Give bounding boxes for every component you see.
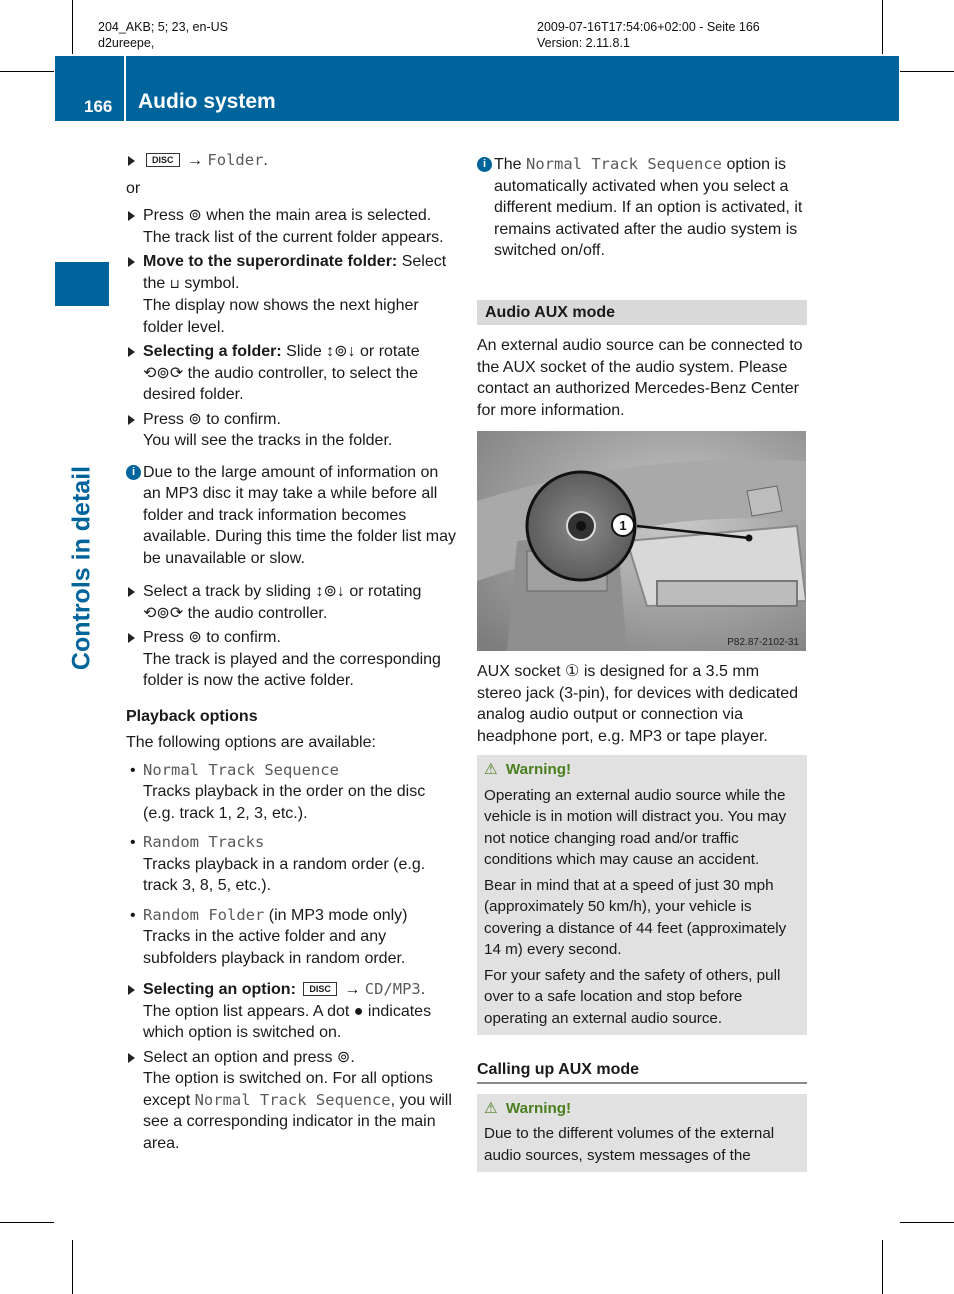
page-number: 166 [84, 97, 113, 116]
info-icon: i [126, 465, 141, 480]
calling-heading: Calling up AUX mode [477, 1059, 807, 1084]
step-text: Select the [143, 253, 447, 292]
disc-key: DISC [146, 153, 180, 167]
cd-mp3-value: CD/MP3 [364, 980, 421, 998]
folder-value: Folder [207, 151, 264, 169]
right-column [477, 150, 807, 1172]
image-code: P82.87-2102-31 [727, 637, 799, 648]
playback-heading: Playback options [126, 707, 258, 725]
info-text: Due to the large amount of information on an MP3 disc it may take a while before all folder and track information becomes available. During this time the folder list may be unavailable or slow. [143, 463, 457, 567]
option-name: Random Tracks [143, 833, 265, 851]
arrow: → [186, 152, 203, 169]
meta-line: Version: 2.11.8.1 [537, 36, 630, 50]
disc-key: DISC [303, 982, 337, 996]
note-text: , you will see a corresponding indicator in the main area. [143, 1091, 452, 1152]
step-bold: Selecting a folder: [143, 343, 282, 360]
print-meta-right [537, 19, 760, 51]
info-mono: Normal Track Sequence [526, 155, 722, 173]
info-icon: i [477, 157, 492, 172]
aux-socket-photo [477, 431, 806, 651]
crop-mark [882, 0, 883, 54]
warning-triangle-icon: ⚠ [484, 760, 498, 778]
step-press-main [126, 205, 460, 248]
warning-title: Warning! [505, 761, 572, 778]
callout-number: 1 [619, 518, 627, 533]
option-suffix: (in MP3 mode only) [268, 906, 408, 924]
note-mono: Normal Track Sequence [194, 1090, 391, 1109]
step-note: The display now shows the next higher folder level. [143, 297, 419, 336]
step-note: You will see the tracks in the folder. [143, 432, 393, 449]
crop-mark [72, 1240, 73, 1294]
step-disc-folder: DISC → Folder. [126, 150, 460, 172]
meta-line: 2009-07-16T17:54:06+02:00 - Seite 166 [537, 20, 760, 34]
meta-line: 204_AKB; 5; 23, en-US [98, 20, 228, 34]
step-note: The track is played and the corresponding folder is now the active folder. [143, 650, 441, 689]
option-desc: Tracks playback in a random order (e.g. track 3, 8, 5, etc.). [143, 855, 426, 894]
step-note [143, 1068, 460, 1154]
aux-socket-text: AUX socket ① is designed for a 3.5 mm stereo jack (3-pin), for devices with dedicated analog audio output or connection via headphone port, e.g. MP3 or tape player. [477, 663, 799, 745]
step-text: Select an option and press ⊚. [143, 1048, 355, 1066]
step-note: The track list of the current folder appears. [143, 228, 444, 246]
crop-mark [900, 1222, 954, 1223]
step-text: Press ⊚ to confirm. [143, 410, 281, 428]
warning-title-row [484, 1098, 800, 1120]
aux-intro: An external audio source can be connected to the AUX socket of the audio system. Please contact an authorized Mercedes-Benz Center for more information. [477, 337, 803, 419]
option-item [126, 832, 460, 897]
section-title: Audio system [138, 90, 276, 113]
crop-mark [900, 71, 954, 72]
step-press-confirm [126, 627, 460, 692]
step-bold: Move to the superordinate folder: [143, 253, 398, 270]
crop-mark [882, 1240, 883, 1294]
side-tab [55, 262, 109, 306]
crop-mark [72, 0, 73, 54]
crop-mark [0, 71, 54, 72]
warning-title: Warning! [505, 1099, 572, 1117]
step-text: Select a track by sliding ↕⊚↓ or rotating ⟲⊚⟳ the audio controller. [143, 583, 422, 622]
step-select-option [126, 1047, 460, 1155]
step-text: Slide ↕⊚↓ or rotate ⟲⊚⟳ the audio controller, to select the desired folder. [143, 343, 420, 403]
warning-text: For your safety and the safety of others, pull over to a safe location and stop before operating an external audio source. [484, 966, 781, 1027]
step-bold: Selecting an option: [143, 981, 296, 998]
info-text: The [494, 156, 522, 173]
warning-text: Due to the different volumes of the external audio sources, system messages of the [484, 1125, 775, 1164]
warning-text: Bear in mind that at a speed of just 30 mph (approximately 50 km/h), your vehicle is covering a distance of 44 feet (approximately 14 m) every second. [484, 876, 787, 958]
option-name: Random Folder [143, 905, 265, 924]
info-note-mp3 [126, 462, 460, 570]
playback-intro: The following options are available: [126, 734, 376, 751]
step-note: The option list appears. A dot ● indicates which option is switched on. [143, 1002, 432, 1041]
print-meta-left [98, 19, 228, 51]
option-desc: Tracks playback in the order on the disc (e.g. track 1, 2, 3, etc.). [143, 783, 426, 822]
option-item [126, 905, 460, 970]
info-note-sequence [477, 154, 807, 262]
info-text: option is automatically activated when you select a different medium. If an option is activated, it remains activated after the audio system is switched on/off. [494, 156, 803, 259]
warning-triangle-icon: ⚠ [484, 1098, 498, 1117]
meta-line: d2ureepe, [98, 36, 155, 50]
option-name: Normal Track Sequence [143, 760, 339, 779]
left-column [126, 150, 460, 1157]
warning-title-row [484, 759, 800, 781]
warning-box [477, 755, 807, 1035]
note-text: The option is switched on. For all options except [143, 1070, 433, 1109]
or-text: or [126, 179, 141, 197]
step-selecting-folder [126, 341, 460, 406]
header-divider [124, 56, 126, 121]
warning-box [477, 1094, 807, 1173]
option-item [126, 760, 460, 825]
step-selecting-option: Selecting an option: DISC → CD/MP3. The option list appears. A dot ● indicates which option is switched on. [126, 979, 460, 1044]
step-superordinate [126, 251, 460, 338]
step-select-track [126, 581, 460, 624]
side-label: Controls in detail [67, 465, 96, 671]
step-text: Press ⊚ to confirm. [143, 629, 281, 646]
step-text: symbol. [184, 274, 240, 292]
crop-mark [0, 1222, 54, 1223]
step-press-confirm [126, 409, 460, 452]
folder-up-icon: ⊔ [169, 276, 180, 292]
arrow: → [344, 981, 361, 998]
aux-heading: Audio AUX mode [477, 300, 807, 326]
step-text: Press ⊚ when the main area is selected. [143, 207, 432, 224]
option-desc: Tracks in the active folder and any subfolders playback in random order. [143, 928, 406, 967]
warning-text: Operating an external audio source while the vehicle is in motion will distract you. You may not notice changing road and/or traffic conditions which may cause an accident. [484, 786, 787, 868]
